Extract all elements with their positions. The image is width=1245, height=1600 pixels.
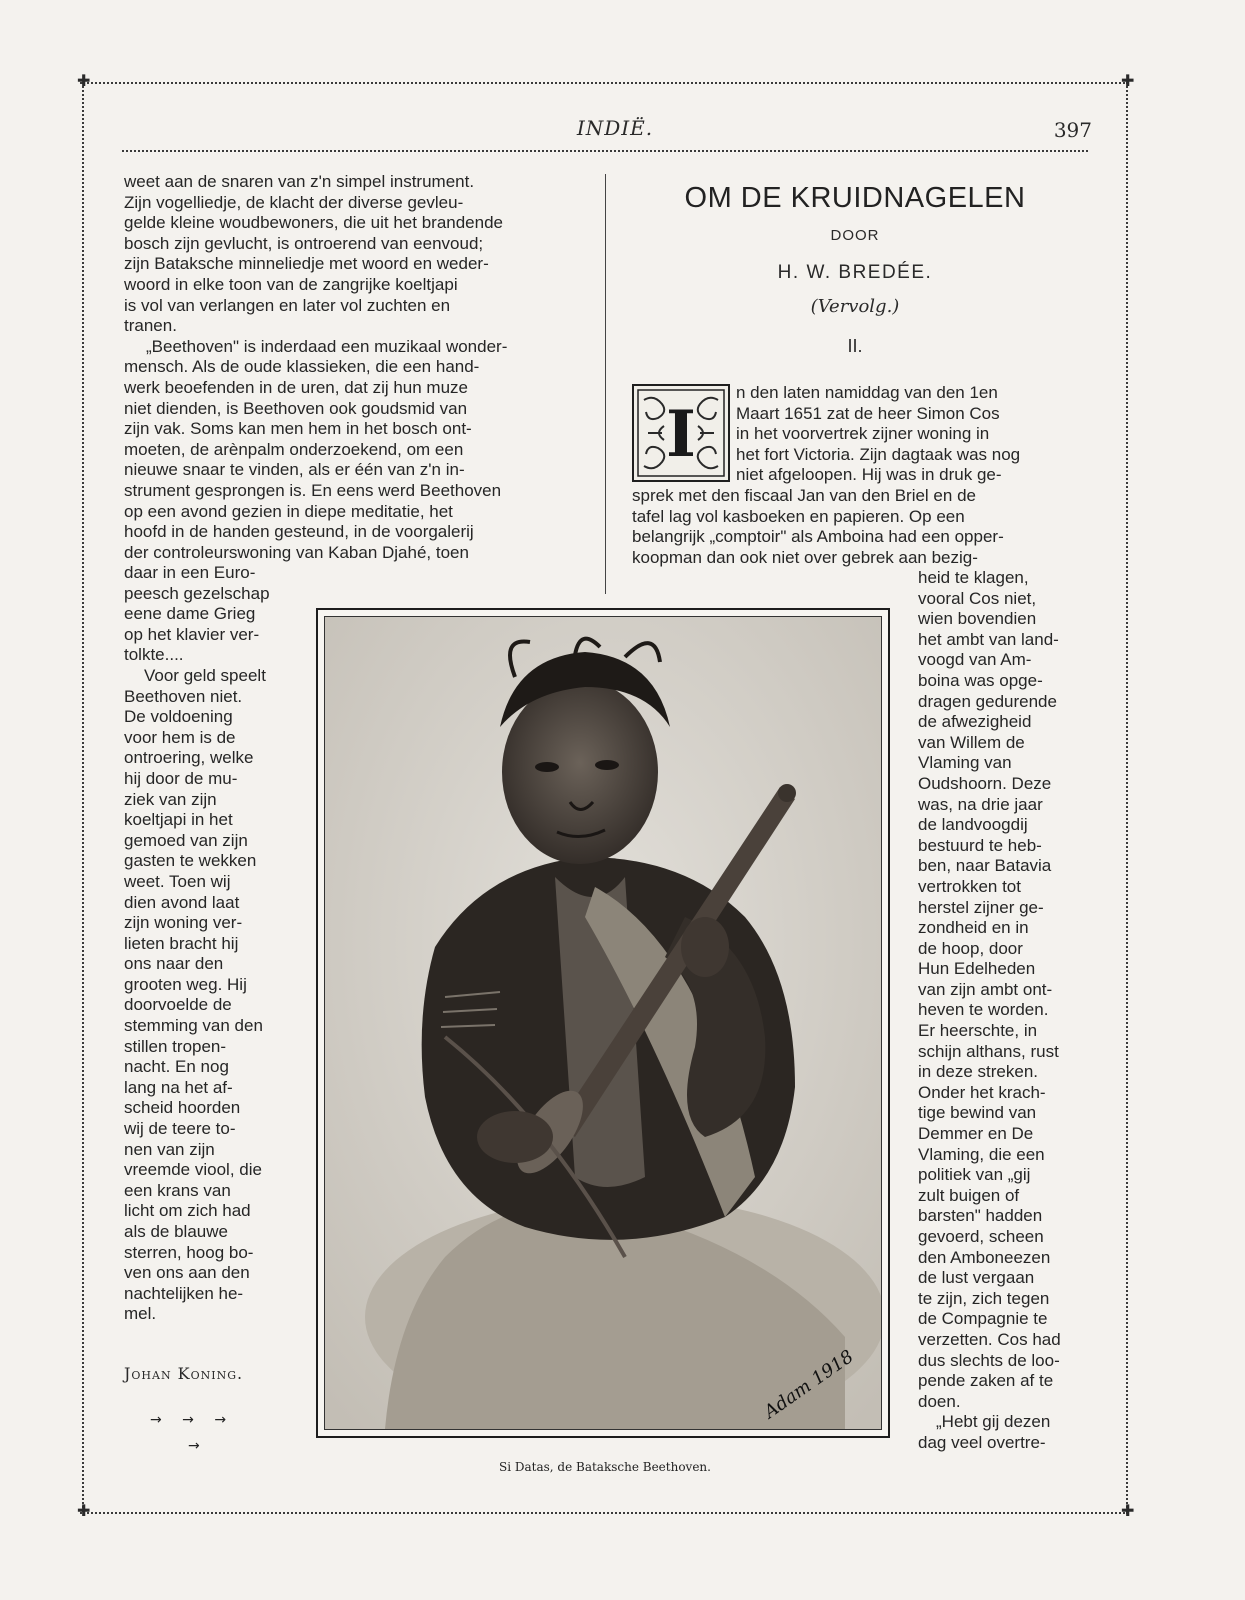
frame-bottom-border [80,1512,1128,1514]
text-line: woord in elke toon van de zangrijke koeltjapi [124,274,458,294]
continued-note: (Vervolg.) [810,296,900,317]
text-line: gevoerd, scheen [918,1227,1044,1246]
text-line: de lust vergaan [918,1268,1035,1288]
text-line: doen. [918,1391,961,1411]
ornamental-dropcap [632,384,730,482]
text-line: dag veel overtre- [918,1432,1046,1452]
frame-top-border [80,82,1128,84]
running-head: INDIË. [576,116,654,140]
frame-corner-ornament: ✚ [1121,1501,1135,1520]
text-line: ontroering, welke [124,748,254,768]
left-column-narrow-text [124,563,290,1325]
text-line: lang na het af- [124,1077,233,1097]
text-line: zult buigen of [918,1185,1020,1205]
text-line: „Beethoven" is inderdaad een muzikaal wonder- [146,336,508,356]
text-line: dus slechts de loo- [918,1350,1060,1370]
text-line: ons naar den [124,954,224,974]
frame-header-rule [122,150,1088,152]
text-line: grooten weg. Hij [124,974,247,994]
text-line: n den laten namiddag van den 1en [736,383,998,402]
text-line: mel. [124,1304,157,1324]
text-line: nacht. En nog [124,1057,229,1077]
text-line: Voor geld speelt [144,665,266,685]
photographer-signature: Adam 1918 [760,1346,858,1423]
text-line: het fort Victoria. Zijn dagtaak was nog [736,444,1021,464]
text-line: moeten, de arènpalm onderzoekend, om een [124,439,464,459]
text-line: Er heerschte, in [918,1021,1038,1041]
text-line: doorvoelde de [124,995,232,1015]
text-line: hoofd in de handen gesteund, in de voorgalerij [124,522,474,542]
page-number: 397 [1053,118,1092,142]
text-line: zijn woning ver- [124,913,243,933]
text-line: gasten te wekken [124,851,257,871]
text-line: Vlaming, die een [918,1144,1045,1164]
column-divider [605,174,606,594]
byline-label: DOOR [830,227,880,244]
text-line: te zijn, zich tegen [918,1288,1050,1308]
text-line: de landvoogdij [918,815,1028,835]
text-line: gemoed van zijn [124,830,248,850]
text-line: weet. Toen wij [124,871,231,891]
text-line: Demmer en De [918,1124,1034,1144]
text-line: vooral Cos niet, [918,588,1037,608]
text-line: niet dienden, is Beethoven ook goudsmid van [124,398,468,418]
left-column-text [124,172,582,563]
text-line: een krans van [124,1180,231,1200]
text-line: Vlaming van [918,753,1012,773]
text-line: schijn althans, rust [918,1041,1059,1061]
text-line: der controleurswoning van Kaban Djahé, toen [124,542,469,562]
text-line: nen van zijn [124,1139,215,1159]
text-line: koopman dan ook niet over gebrek aan bezig- [632,547,978,567]
musician-photo-illustration [325,617,881,1429]
text-line: wien bovendien [918,609,1037,629]
text-line: daar in een Euro- [124,563,256,582]
text-line: strument gesprongen is. En eens werd Beethoven [124,480,502,500]
text-line: was, na drie jaar [918,794,1043,814]
text-line: zijn vak. Soms kan men hem in het bosch ont- [124,419,472,439]
text-line: tranen. [124,316,177,336]
text-line: dragen gedurende [918,691,1057,711]
text-line: werk beoefenden in de uren, dat zij hun muze [124,377,469,397]
text-line: ven ons aan den [124,1263,250,1283]
article-author: H. W. BREDÉE. [777,262,933,283]
text-line: ben, naar Batavia [918,856,1052,876]
text-line: wij de teere to- [124,1119,236,1139]
article-dropcap-lines [736,383,1088,486]
text-line: belangrijk „comptoir" als Amboina had een opper- [632,527,1004,547]
text-line: is vol van verlangen en later vol zuchten en [124,295,451,315]
text-line: op het klavier ver- [124,624,260,644]
text-line: den Amboneezen [918,1247,1051,1267]
text-line: zondheid en in [918,918,1029,938]
text-line: tolkte.... [124,645,184,665]
text-line: op een avond gezien in diepe meditatie, het [124,501,453,521]
text-line: herstel zijner ge- [918,897,1044,917]
text-line: nieuwe snaar te vinden, als er één van z'n in- [124,460,465,480]
text-line: mensch. Als de oude klassieken, die een hand- [124,357,480,377]
text-line: koeltjapi in het [124,810,233,830]
text-line: Onder het krach- [918,1082,1046,1102]
frame-left-border [82,82,84,1512]
author-signature: Johan Koning. [124,1364,244,1383]
section-number: II. [847,336,863,356]
text-line: in deze streken. [918,1062,1039,1082]
text-line: heven te worden. [918,1000,1049,1020]
photo-caption: Si Datas, de Bataksche Beethoven. [499,1460,711,1474]
dropcap-ornament-graphic [634,386,728,480]
frame-right-border [1126,82,1128,1512]
text-line: dien avond laat [124,892,240,912]
text-line: lieten bracht hij [124,933,239,953]
text-line: stillen tropen- [124,1036,227,1056]
text-line: ziek van zijn [124,789,217,809]
frame-corner-ornament: ✚ [77,1501,91,1520]
text-line: Maart 1651 zat de heer Simon Cos [736,403,1000,423]
text-line: het ambt van land- [918,629,1059,649]
text-line: pende zaken af te [918,1371,1054,1391]
text-line: weet aan de snaren van z'n simpel instrument. [124,172,475,191]
text-line: de Compagnie te [918,1309,1048,1329]
text-line: barsten" hadden [918,1206,1043,1226]
text-line: scheid hoorden [124,1098,241,1118]
text-line: als de blauwe [124,1222,228,1241]
text-line: eene dame Grieg [124,604,256,624]
frame-corner-ornament: ✚ [77,71,91,90]
text-line: sprek met den fiscaal Jan van den Briel en de [632,486,976,505]
text-line: licht om zich had [124,1201,251,1221]
text-line: sterren, hoog bo- [124,1242,254,1262]
text-line: peesch gezelschap [124,583,270,603]
text-line: de hoop, door [918,938,1023,958]
text-line: politiek van „gij [918,1165,1031,1185]
text-line: van Willem de [918,732,1025,752]
text-line: heid te klagen, [918,568,1029,587]
photograph [324,616,882,1430]
text-line: tige bewind van [918,1103,1037,1123]
text-line: hij door de mu- [124,768,238,788]
text-line: voogd van Am- [918,650,1032,670]
text-line: Oudshoorn. Deze [918,773,1052,793]
text-line: De voldoening [124,707,233,727]
article-narrow-text [918,568,1088,1454]
text-line: bestuurd te heb- [918,835,1042,855]
section-ornament: → → → [150,1412,235,1428]
text-line: van zijn ambt ont- [918,979,1053,999]
article-body-text [632,486,1088,568]
text-line: nachtelijken he- [124,1283,244,1303]
text-line: de afwezigheid [918,712,1032,732]
section-ornament: → [188,1438,208,1454]
text-line: tafel lag vol kasboeken en papieren. Op een [632,506,965,526]
text-line: niet afgeloopen. Hij was in druk ge- [736,465,1002,485]
photo-frame [316,608,890,1438]
text-line: Hun Edelheden [918,959,1036,979]
text-line: voor hem is de [124,727,236,747]
article-title: OM DE KRUIDNAGELEN [684,182,1026,214]
text-line: stemming van den [124,1016,263,1036]
text-line: vertrokken tot [918,876,1021,896]
text-line: bosch zijn gevlucht, is ontroerend van eenvoud; [124,233,484,253]
text-line: „Hebt gij dezen [936,1412,1051,1432]
dropcap-letter: I [666,397,696,472]
text-line: Zijn vogelliedje, de klacht der diverse gevleu- [124,192,464,212]
text-line: zijn Bataksche minneliedje met woord en weder- [124,254,489,274]
text-line: boina was opge- [918,670,1043,690]
text-line: gelde kleine woudbewoners, die uit het brandende [124,213,503,233]
text-line: vreemde viool, die [124,1160,262,1180]
frame-corner-ornament: ✚ [1121,71,1135,90]
text-line: Beethoven niet. [124,686,243,706]
text-line: verzetten. Cos had [918,1329,1061,1349]
text-line: in het voorvertrek zijner woning in [736,424,990,444]
